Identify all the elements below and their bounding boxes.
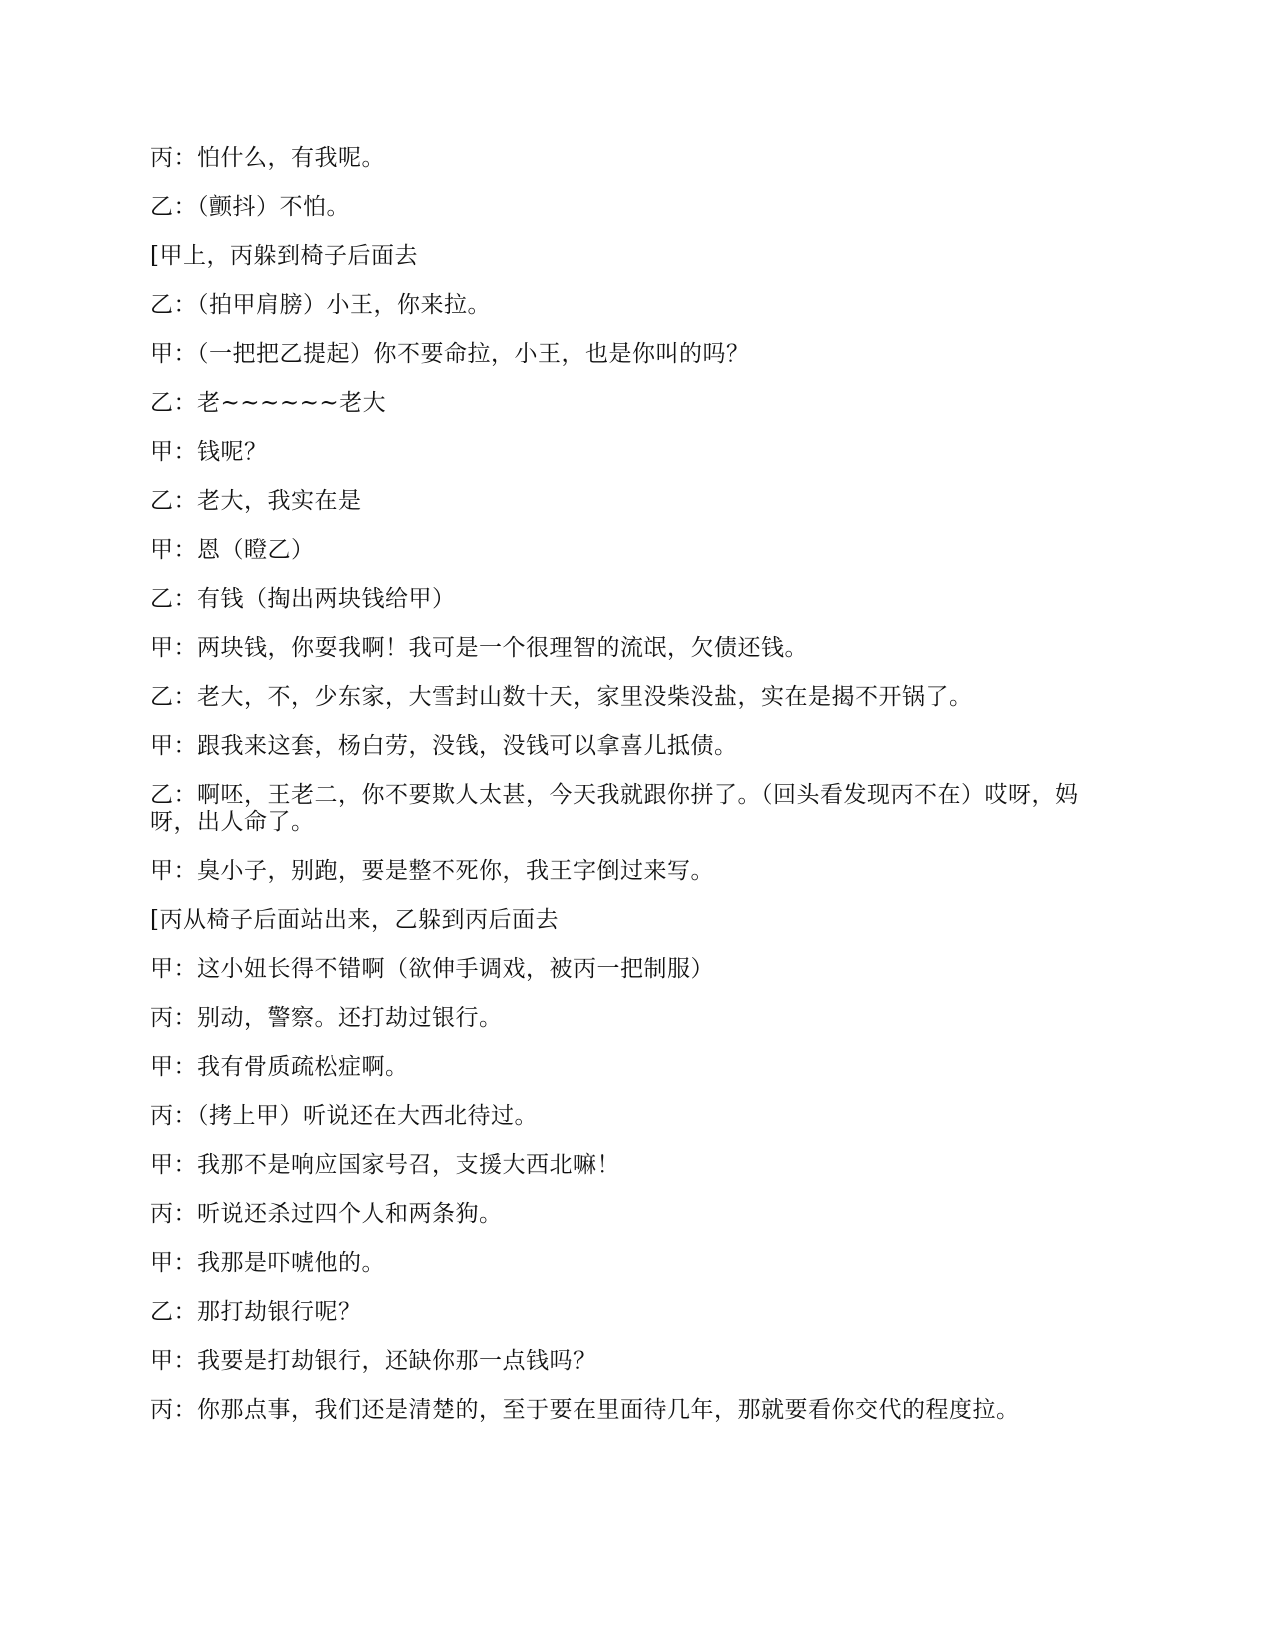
dialogue-line: 乙：老大，我实在是 [150, 488, 362, 514]
dialogue-line: 甲：（一把把乙提起）你不要命拉，小王，也是你叫的吗？ [150, 341, 750, 367]
dialogue-line: 丙：别动，警察。还打劫过银行。 [150, 1005, 503, 1031]
dialogue-line: 乙：（拍甲肩膀）小王，你来拉。 [150, 292, 491, 318]
stage-direction: [丙从椅子后面站出来，乙躲到丙后面去 [150, 907, 559, 933]
dialogue-line: 甲：臭小子，别跑，要是整不死你，我王字倒过来写。 [150, 858, 714, 884]
dialogue-line: 甲：我有骨质疏松症啊。 [150, 1054, 409, 1080]
dialogue-line: 甲：我那不是响应国家号召，支援大西北嘛！ [150, 1152, 620, 1178]
dialogue-line: 甲：我要是打劫银行，还缺你那一点钱吗？ [150, 1348, 597, 1374]
dialogue-line: 丙：（拷上甲）听说还在大西北待过。 [150, 1103, 538, 1129]
dialogue-line: 乙：那打劫银行呢？ [150, 1299, 362, 1325]
dialogue-line: 丙：你那点事，我们还是清楚的，至于要在里面待几年，那就要看你交代的程度拉。 [150, 1397, 1020, 1423]
dialogue-line: 甲：恩（瞪乙） [150, 537, 315, 563]
dialogue-line: 乙：啊呸，王老二，你不要欺人太甚，今天我就跟你拼了。（回头看发现丙不在）哎呀，妈呀，出人命了。 [150, 782, 1079, 835]
dialogue-line: 丙：怕什么，有我呢。 [150, 145, 385, 171]
dialogue-line: 乙：（颤抖）不怕。 [150, 194, 350, 220]
dialogue-line: 甲：我那是吓唬他的。 [150, 1250, 385, 1276]
dialogue-line: 乙：老~~~~~~老大 [150, 390, 387, 416]
script-text [150, 145, 1125, 1446]
dialogue-line: 甲：两块钱，你耍我啊！我可是一个很理智的流氓，欠债还钱。 [150, 635, 808, 661]
dialogue-line: 甲：跟我来这套，杨白劳，没钱，没钱可以拿喜儿抵债。 [150, 733, 738, 759]
dialogue-line: 甲：这小妞长得不错啊（欲伸手调戏，被丙一把制服） [150, 956, 714, 982]
dialogue-line: 丙：听说还杀过四个人和两条狗。 [150, 1201, 503, 1227]
dialogue-line: 乙：有钱（掏出两块钱给甲） [150, 586, 456, 612]
dialogue-line: 乙：老大，不，少东家，大雪封山数十天，家里没柴没盐，实在是揭不开锅了。 [150, 684, 973, 710]
stage-direction: [甲上，丙躲到椅子后面去 [150, 243, 418, 269]
dialogue-line: 甲：钱呢？ [150, 439, 268, 465]
